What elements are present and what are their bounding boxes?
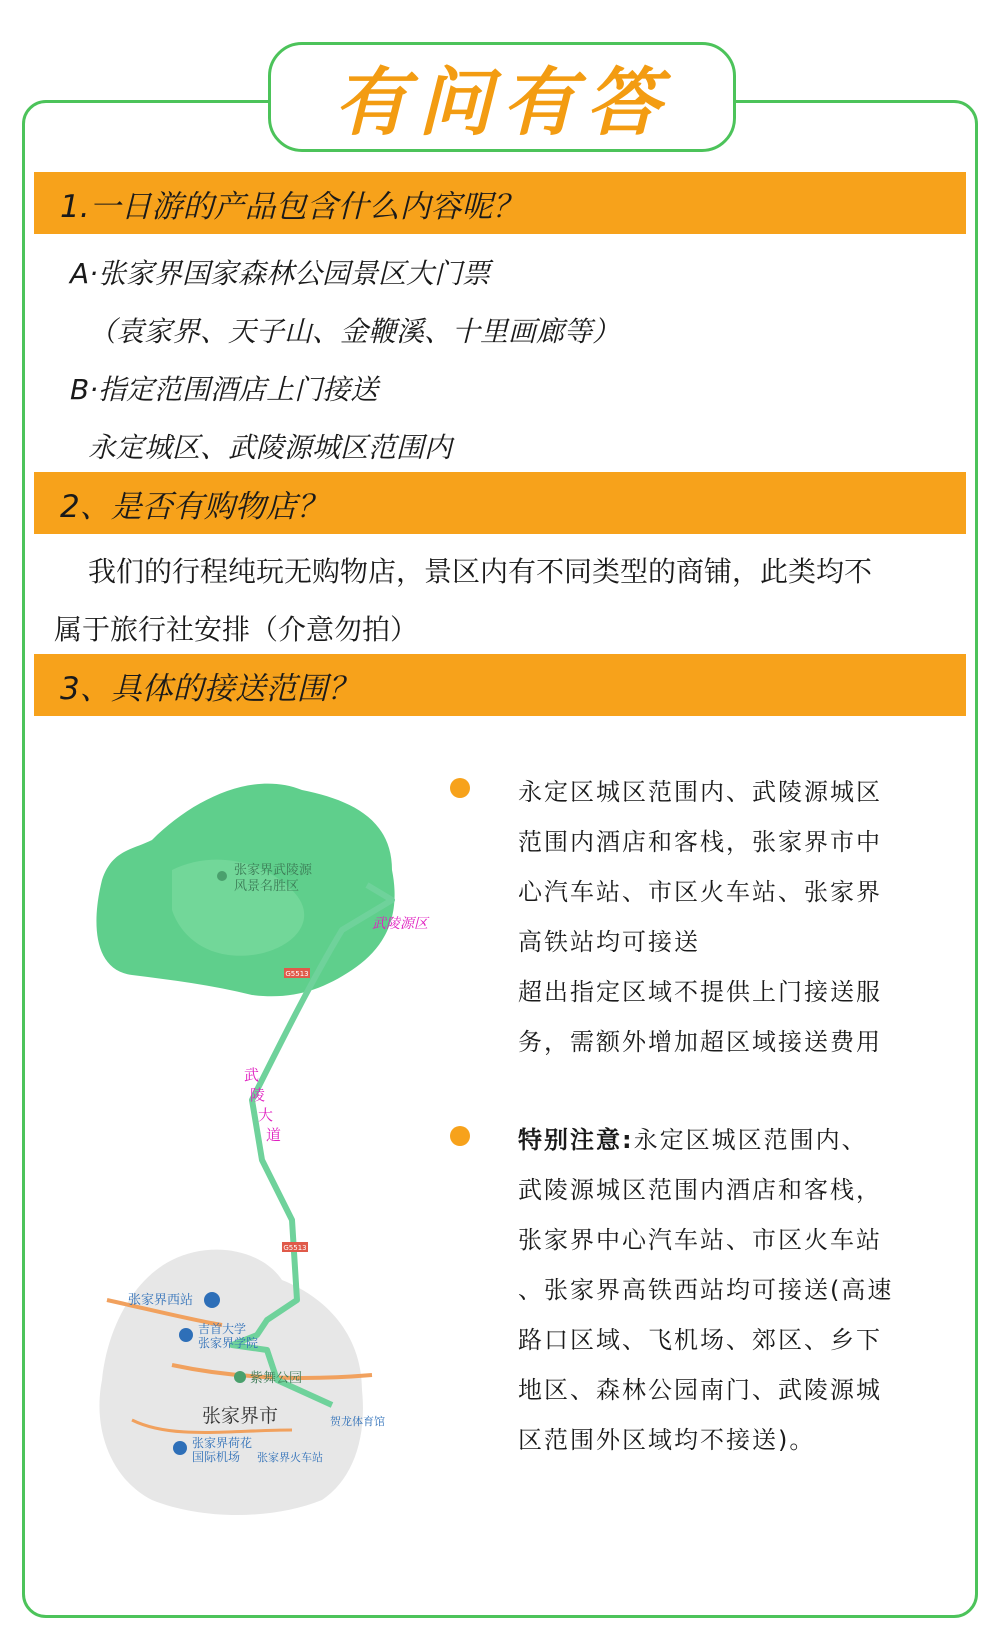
bullet-1-line-6: 务，需额外增加超区域接送费用	[518, 1028, 882, 1056]
q2-text-line-2: 属于旅行社安排（介意勿拍）	[54, 613, 419, 646]
school-icon	[179, 1328, 193, 1342]
bullet-2-line-2: 武陵源城区范围内酒店和客栈，	[518, 1176, 882, 1204]
section-3-header	[34, 654, 966, 716]
section-1-header	[34, 172, 966, 234]
bullet-1-line-4: 高铁站均可接送	[518, 928, 700, 956]
highway-shield-1: G5513	[285, 970, 309, 978]
bullet-2-line-4: 、张家界高铁西站均可接送(高速	[518, 1276, 894, 1304]
city-region	[99, 1250, 362, 1515]
map-park-label-1: 张家界武陵源	[234, 863, 313, 878]
map-road-char-1: 武	[244, 1066, 260, 1084]
section-2-heading: 2、是否有购物店？	[60, 488, 328, 525]
airport-icon	[173, 1441, 187, 1455]
map-city-label: 张家界市	[202, 1405, 279, 1427]
q2-text-line-1: 我们的行程纯玩无购物店，景区内有不同类型的商铺，此类均不	[88, 555, 873, 588]
map-rail-label: 张家界火车站	[257, 1451, 323, 1464]
special-note-label: 特别注意:	[518, 1126, 634, 1154]
bullet-1-line-3: 心汽车站、市区火车站、张家界	[518, 878, 882, 906]
map-road-char-4: 道	[266, 1126, 282, 1144]
map-univ-label-1: 吉首大学	[198, 1322, 247, 1336]
section-2-header	[34, 472, 966, 534]
title-pill	[268, 42, 736, 152]
bullet-1-dot	[450, 778, 470, 798]
bullet-2-line-5: 路口区域、飞机场、郊区、乡下	[518, 1326, 882, 1354]
map-road-char-2: 陵	[250, 1086, 266, 1104]
park-icon	[234, 1371, 246, 1383]
bullet-1-line-1: 永定区城区范围内、武陵源城区	[518, 778, 882, 806]
bullet-2-line-6: 地区、森林公园南门、武陵源城	[518, 1376, 882, 1404]
map-gym-label: 贺龙体育馆	[330, 1415, 385, 1428]
bullet-2-dot	[450, 1126, 470, 1146]
q1-item-b: B·指定范围酒店上门接送	[70, 373, 379, 406]
bullet-2-line-7: 区范围外区域均不接送)。	[518, 1426, 816, 1454]
section-1-heading: 1.一日游的产品包含什么内容呢？	[60, 188, 524, 225]
q1-item-a: A·张家界国家森林公园景区大门票	[70, 257, 491, 290]
route-map	[92, 780, 462, 1560]
map-west-station-label: 张家界西站	[128, 1293, 194, 1308]
special-note-first: 永定区城区范围内、	[633, 1126, 868, 1154]
map-park-zw-label: 紫舞公园	[250, 1371, 303, 1386]
map-univ-label-2: 张家界学院	[198, 1336, 259, 1350]
q1-item-a-detail: （袁家界、天子山、金鞭溪、十里画廊等）	[88, 315, 621, 348]
bullet-1-line-5: 超出指定区域不提供上门接送服	[518, 978, 882, 1006]
map-airport-label-2: 国际机场	[192, 1450, 241, 1464]
section-3-heading: 3、具体的接送范围？	[60, 670, 359, 707]
rail-station-icon	[204, 1292, 220, 1308]
bullet-1-line-2: 范围内酒店和客栈，张家界市中	[518, 828, 882, 856]
bullet-2-line-1	[518, 1120, 868, 1155]
map-wulingyuan-label: 武陵源区	[372, 916, 428, 932]
q1-item-b-detail: 永定城区、武陵源城区范围内	[88, 431, 453, 464]
park-marker-icon	[217, 871, 227, 881]
map-road-char-3: 大	[258, 1106, 274, 1124]
map-airport-label-1: 张家界荷花	[192, 1436, 253, 1450]
page-title: 有问有答	[334, 60, 670, 146]
bullet-2-line-3: 张家界中心汽车站、市区火车站	[518, 1226, 882, 1254]
map-park-label-2: 风景名胜区	[234, 879, 300, 894]
highway-shield-2: G5513	[283, 1244, 307, 1252]
